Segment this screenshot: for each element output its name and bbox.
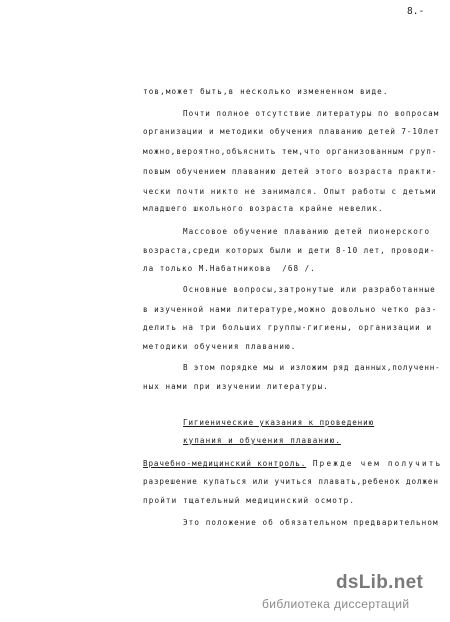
text-line: Прежде чем получить xyxy=(306,459,443,468)
text-line: тов,может быть,в несколько измененном виде. xyxy=(143,87,389,96)
text-line: ных нами при изучении литературы. xyxy=(143,382,329,391)
text-line: Гигиенические указания к проведению xyxy=(183,418,375,427)
text-line: В этом порядке мы и изложим ряд данных,полученн- xyxy=(183,363,441,372)
text-line: разрешение купаться или учиться плавать,ребенок должен xyxy=(143,477,439,486)
text-line: повым обучением плаванию детей этого возраста практи- xyxy=(143,167,438,176)
text-line: Врачебно-медицинский контроль. xyxy=(143,459,307,468)
text-line: делить на три больших группы-гигиены, организации и xyxy=(143,323,433,332)
text-line: купания и обучения плаванию. xyxy=(183,436,341,445)
watermark-subtitle: библиотека диссертаций xyxy=(262,597,410,611)
watermark-brand: dsLib.net xyxy=(336,572,424,593)
text-line: организации и методики обучения плаванию детей 7-10лет xyxy=(143,127,440,136)
text-line: ла только М.Набатникова /68 /. xyxy=(143,264,316,273)
text-line: Это положение об обязательном предварительном xyxy=(183,518,439,527)
text-line: младшего школьного возраста крайне невелик. xyxy=(143,204,384,213)
text-line: можно,вероятно,объяснить тем,что организованным груп- xyxy=(143,147,438,156)
text-line: возраста,среди которых были и дети 8-10 лет, проводи- xyxy=(143,246,436,255)
text-line: Почти полное отсутствие литературы по вопросам xyxy=(183,109,440,118)
text-line: в изученной нами литературе,можно довольно четко раз- xyxy=(143,305,438,314)
page-number: 8.- xyxy=(407,6,425,17)
text-line: чески почти никто не занимался. Опыт работы с детьми xyxy=(143,187,437,196)
text-line: методики обучения плаванию. xyxy=(143,342,297,351)
text-line: пройти тщательный медицинский осмотр. xyxy=(143,496,356,505)
text-line: Основные вопросы,затронутые или разработанные xyxy=(183,285,436,294)
text-line: Массовое обучение плаванию детей пионерского xyxy=(183,227,431,236)
